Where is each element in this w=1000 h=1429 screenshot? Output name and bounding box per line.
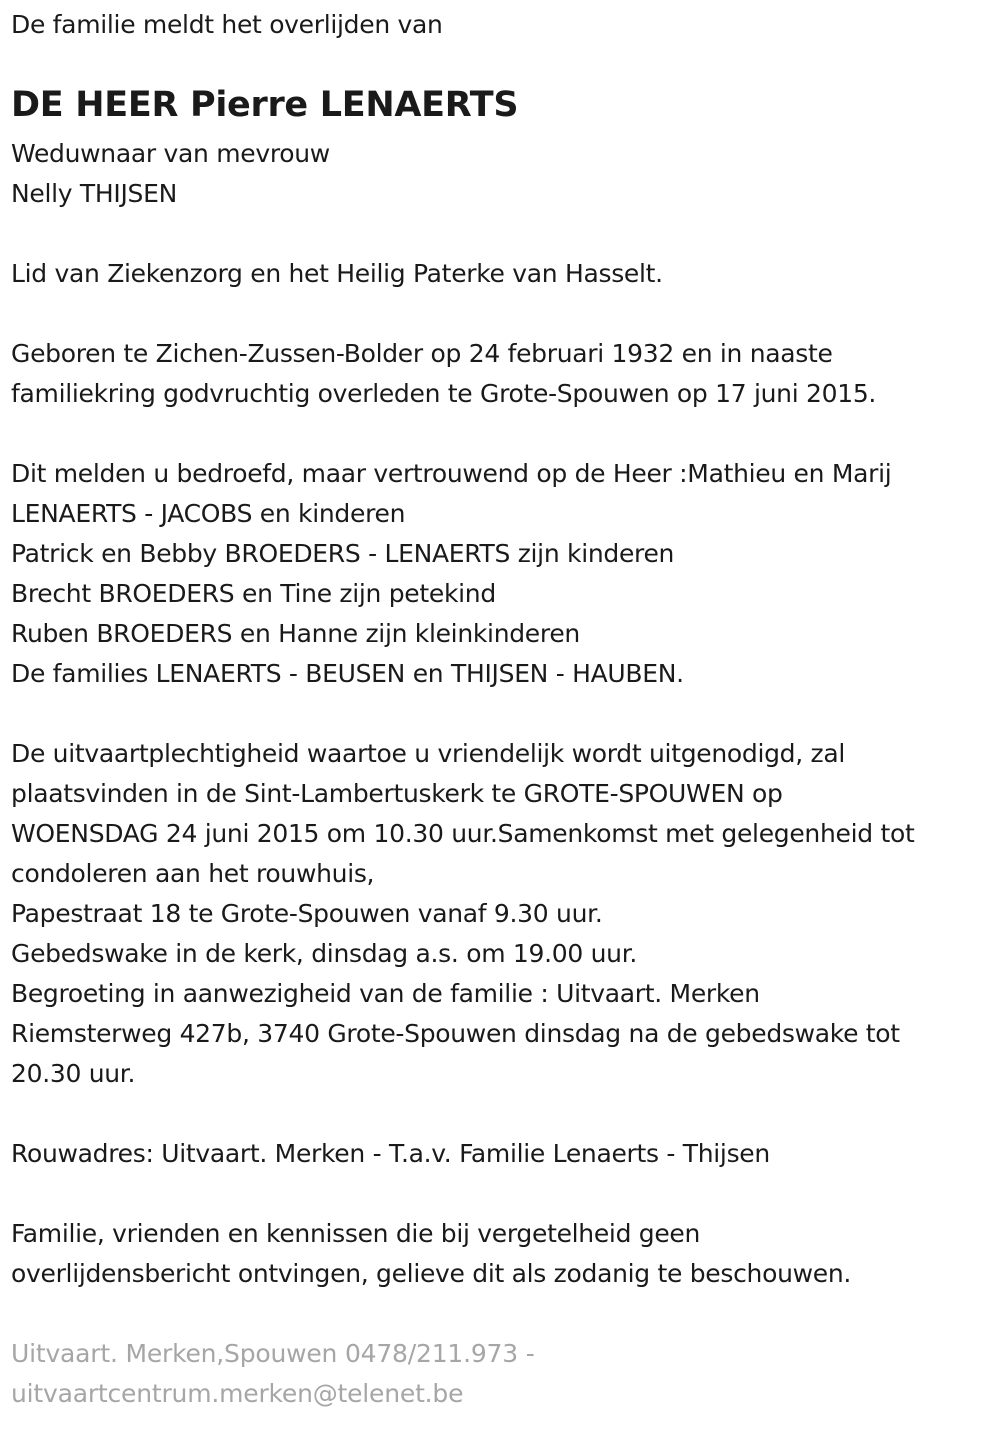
service-line: Papestraat 18 te Grote-Spouwen vanaf 9.30 uur.: [11, 899, 603, 928]
birth-death-line: Geboren te Zichen-Zussen-Bolder op 24 februari 1932 en in naaste: [11, 339, 833, 368]
relatives-line: Dit melden u bedroefd, maar vertrouwend op de Heer :Mathieu en Marij: [11, 459, 892, 488]
birth-death-line: familiekring godvruchtig overleden te Grote-Spouwen op 17 juni 2015.: [11, 379, 877, 408]
spouse-line: Nelly THIJSEN: [11, 179, 177, 208]
relatives-line: LENAERTS - JACOBS en kinderen: [11, 499, 406, 528]
service-line: condoleren aan het rouwhuis,: [11, 859, 375, 888]
closing-note-block: [11, 1214, 851, 1294]
service-line: Begroeting in aanwezigheid van de familie : Uitvaart. Merken: [11, 979, 760, 1008]
mourning-address: Rouwadres: Uitvaart. Merken - T.a.v. Familie Lenaerts - Thijsen: [11, 1139, 770, 1168]
deceased-name: DE HEER Pierre LENAERTS: [11, 85, 519, 125]
relatives-line: Patrick en Bebby BROEDERS - LENAERTS zijn kinderen: [11, 539, 675, 568]
service-line: Riemsterweg 427b, 3740 Grote-Spouwen dinsdag na de gebedswake tot: [11, 1019, 900, 1048]
mourning-address-block: [11, 1134, 770, 1174]
service-line: WOENSDAG 24 juni 2015 om 10.30 uur.Samenkomst met gelegenheid tot: [11, 819, 915, 848]
service-line: plaatsvinden in de Sint-Lambertuskerk te GROTE-SPOUWEN op: [11, 779, 783, 808]
service-block: [11, 734, 914, 1094]
service-line: De uitvaartplechtigheid waartoe u vriendelijk wordt uitgenodigd, zal: [11, 739, 846, 768]
service-line: Gebedswake in de kerk, dinsdag a.s. om 19.00 uur.: [11, 939, 638, 968]
relatives-line: Brecht BROEDERS en Tine zijn petekind: [11, 579, 496, 608]
funeral-home-footer: [11, 1334, 535, 1414]
birth-death-block: [11, 334, 876, 414]
intro-text: De familie meldt het overlijden van: [11, 10, 443, 39]
membership-text: Lid van Ziekenzorg en het Heilig Paterke van Hasselt.: [11, 259, 663, 288]
membership-block: [11, 254, 663, 294]
spouse-line: Weduwnaar van mevrouw: [11, 139, 330, 168]
footer-line: Uitvaart. Merken,Spouwen 0478/211.973 -: [11, 1339, 535, 1368]
relatives-line: De families LENAERTS - BEUSEN en THIJSEN - HAUBEN.: [11, 659, 684, 688]
closing-note-line: overlijdensbericht ontvingen, gelieve dit als zodanig te beschouwen.: [11, 1259, 852, 1288]
footer-email: uitvaartcentrum.merken@telenet.be: [11, 1379, 464, 1408]
relatives-block: [11, 454, 891, 694]
relatives-line: Ruben BROEDERS en Hanne zijn kleinkinderen: [11, 619, 580, 648]
service-line: 20.30 uur.: [11, 1059, 136, 1088]
spouse-block: [11, 134, 330, 214]
closing-note-line: Familie, vrienden en kennissen die bij vergetelheid geen: [11, 1219, 701, 1248]
